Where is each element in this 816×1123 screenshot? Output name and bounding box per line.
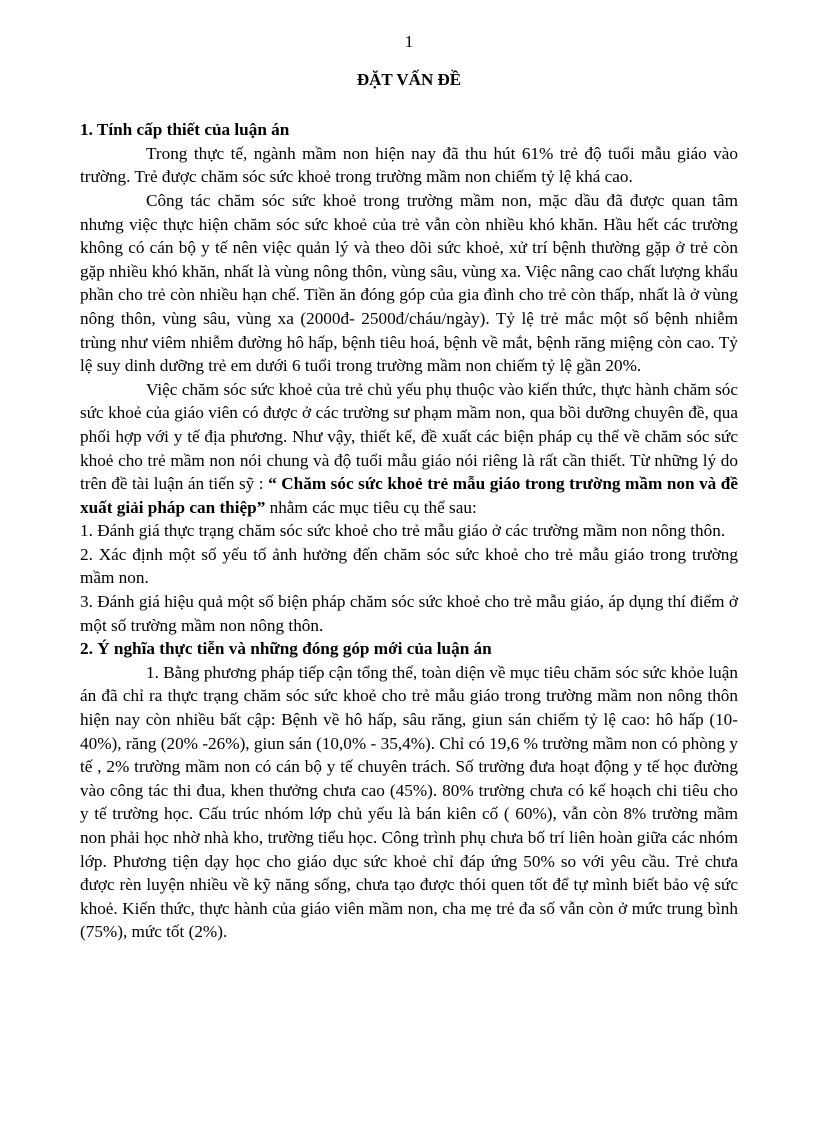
objective-1: 1. Đánh giá thực trạng chăm sóc sức khoẻ cho trẻ mẫu giáo ở các trường mầm non nông thôn.	[80, 521, 726, 541]
objective-2: 2. Xác định một số yếu tố ảnh hưởng đến chăm sóc sức khoẻ cho trẻ mẫu giáo trong trường mầm non.	[80, 544, 738, 588]
page-number: 1	[404, 32, 414, 51]
thesis-title: “ Chăm sóc sức khoẻ trẻ mẫu giáo trong trường mầm non và đề xuất giải pháp can thiệp”	[80, 474, 738, 517]
objective-3: 3. Đánh giá hiệu quả một số biện pháp chăm sóc sức khoẻ cho trẻ mẫu giáo, áp dụng thí điểm ở một số trường mầm non nông thôn.	[80, 592, 738, 635]
section-1-paragraph-3	[80, 378, 738, 520]
paragraph-3-end: nhằm các mục tiêu cụ thể sau:	[265, 497, 477, 517]
section-2-heading: 2. Ý nghĩa thực tiễn và những đóng góp mới của luận án	[80, 639, 492, 659]
section-1-heading: 1. Tính cấp thiết của luận án	[80, 120, 290, 140]
section-1-paragraph-2: Công tác chăm sóc sức khoẻ trong trường mầm non, mặc dầu đã được quan tâm nhưng việc thực hiện chăm sóc sức khoẻ của trẻ vẫn còn nhiều khó khăn. Hầu hết các trường không có cán bộ y tế nên việc quản lý và theo dõi sức khoẻ, xử trí bệnh thường gặp ở trẻ còn gặp nhiều khó khăn, nhất là vùng nông thôn, vùng sâu, vùng xa. Việc nâng cao chất lượng khẩu phần cho trẻ còn nhiều hạn chế. Tiền ăn đóng góp của gia đình cho trẻ còn thấp, nhất là ở vùng nông thôn, vùng sâu, vùng xa (2000đ- 2500đ/cháu/ngày). Tỷ lệ trẻ mắc một số bệnh nhiễm trùng như viêm nhiễm đường hô hấp, bệnh tiêu hoá, bệnh về mắt, bệnh răng miệng còn cao. Tỷ lệ suy dinh dưỡng trẻ em dưới 6 tuổi trong trường mầm non chiếm tỷ lệ gần 20%.	[80, 190, 738, 376]
section-1-paragraph-1: Trong thực tế, ngành mầm non hiện nay đã thu hút 61% trẻ độ tuổi mẫu giáo vào trường. Trẻ được chăm sóc sức khoẻ trong trường mầm non chiếm tỷ lệ khá cao.	[80, 143, 738, 187]
chapter-title: ĐẶT VẤN ĐỀ	[356, 69, 462, 89]
document-page	[80, 30, 738, 944]
section-2-paragraph-1: 1. Bằng phương pháp tiếp cận tổng thể, toàn diện về mục tiêu chăm sóc sức khỏe luận án đã chỉ ra thực trạng chăm sóc sức khoẻ cho trẻ mẫu giáo trong trường mầm non nông thôn hiện nay còn nhiều bất cập: Bệnh về hô hấp, sâu răng, giun sán chiếm tỷ lệ cao: hô hấp (10-40%), răng (20% -26%), giun sán (10,0% - 35,4%). Chỉ có 19,6 % trường mầm non có phòng y tế , 2% trường mầm non có cán bộ y tế chuyên trách. Số trường đưa hoạt động y tế học đường vào công tác thi đua, khen thưởng chưa cao (45%). 80% trường chưa có kế hoạch chi tiêu cho y tế trường học. Cấu trúc nhóm lớp chủ yếu là bán kiên cố ( 60%), vẫn còn 8% trường mầm non phải học nhờ nhà kho, trường tiểu học. Công trình phụ chưa bố trí liên hoàn giữa các nhóm lớp. Phương tiện dạy học cho giáo dục sức khoẻ chỉ đáp ứng 50% so với yêu cầu. Trẻ chưa được rèn luyện nhiều về kỹ năng sống, chưa tạo được thói quen tốt để tự mình biết bảo vệ sức khoẻ. Kiến thức, thực hành của giáo viên mầm non, cha mẹ trẻ đa số vẫn còn ở mức trung bình (75%), mức tốt (2%).	[80, 662, 738, 942]
paragraph-3-intro: Việc chăm sóc sức khoẻ của trẻ chủ yếu phụ thuộc vào kiến thức, thực hành chăm sóc sức khoẻ của giáo viên có được ở các trường sư phạm mầm non, qua bồi dưỡng chuyên đề, qua phối hợp với y tế địa phương. Như vậy, thiết kế, đề xuất các biện pháp cụ thể về chăm sóc sức khoẻ cho trẻ mầm non nói chung và độ tuổi mẫu giáo nói riêng là rất cần thiết. Từ những lý do trên đề tài luận án tiến sỹ :	[80, 379, 738, 494]
